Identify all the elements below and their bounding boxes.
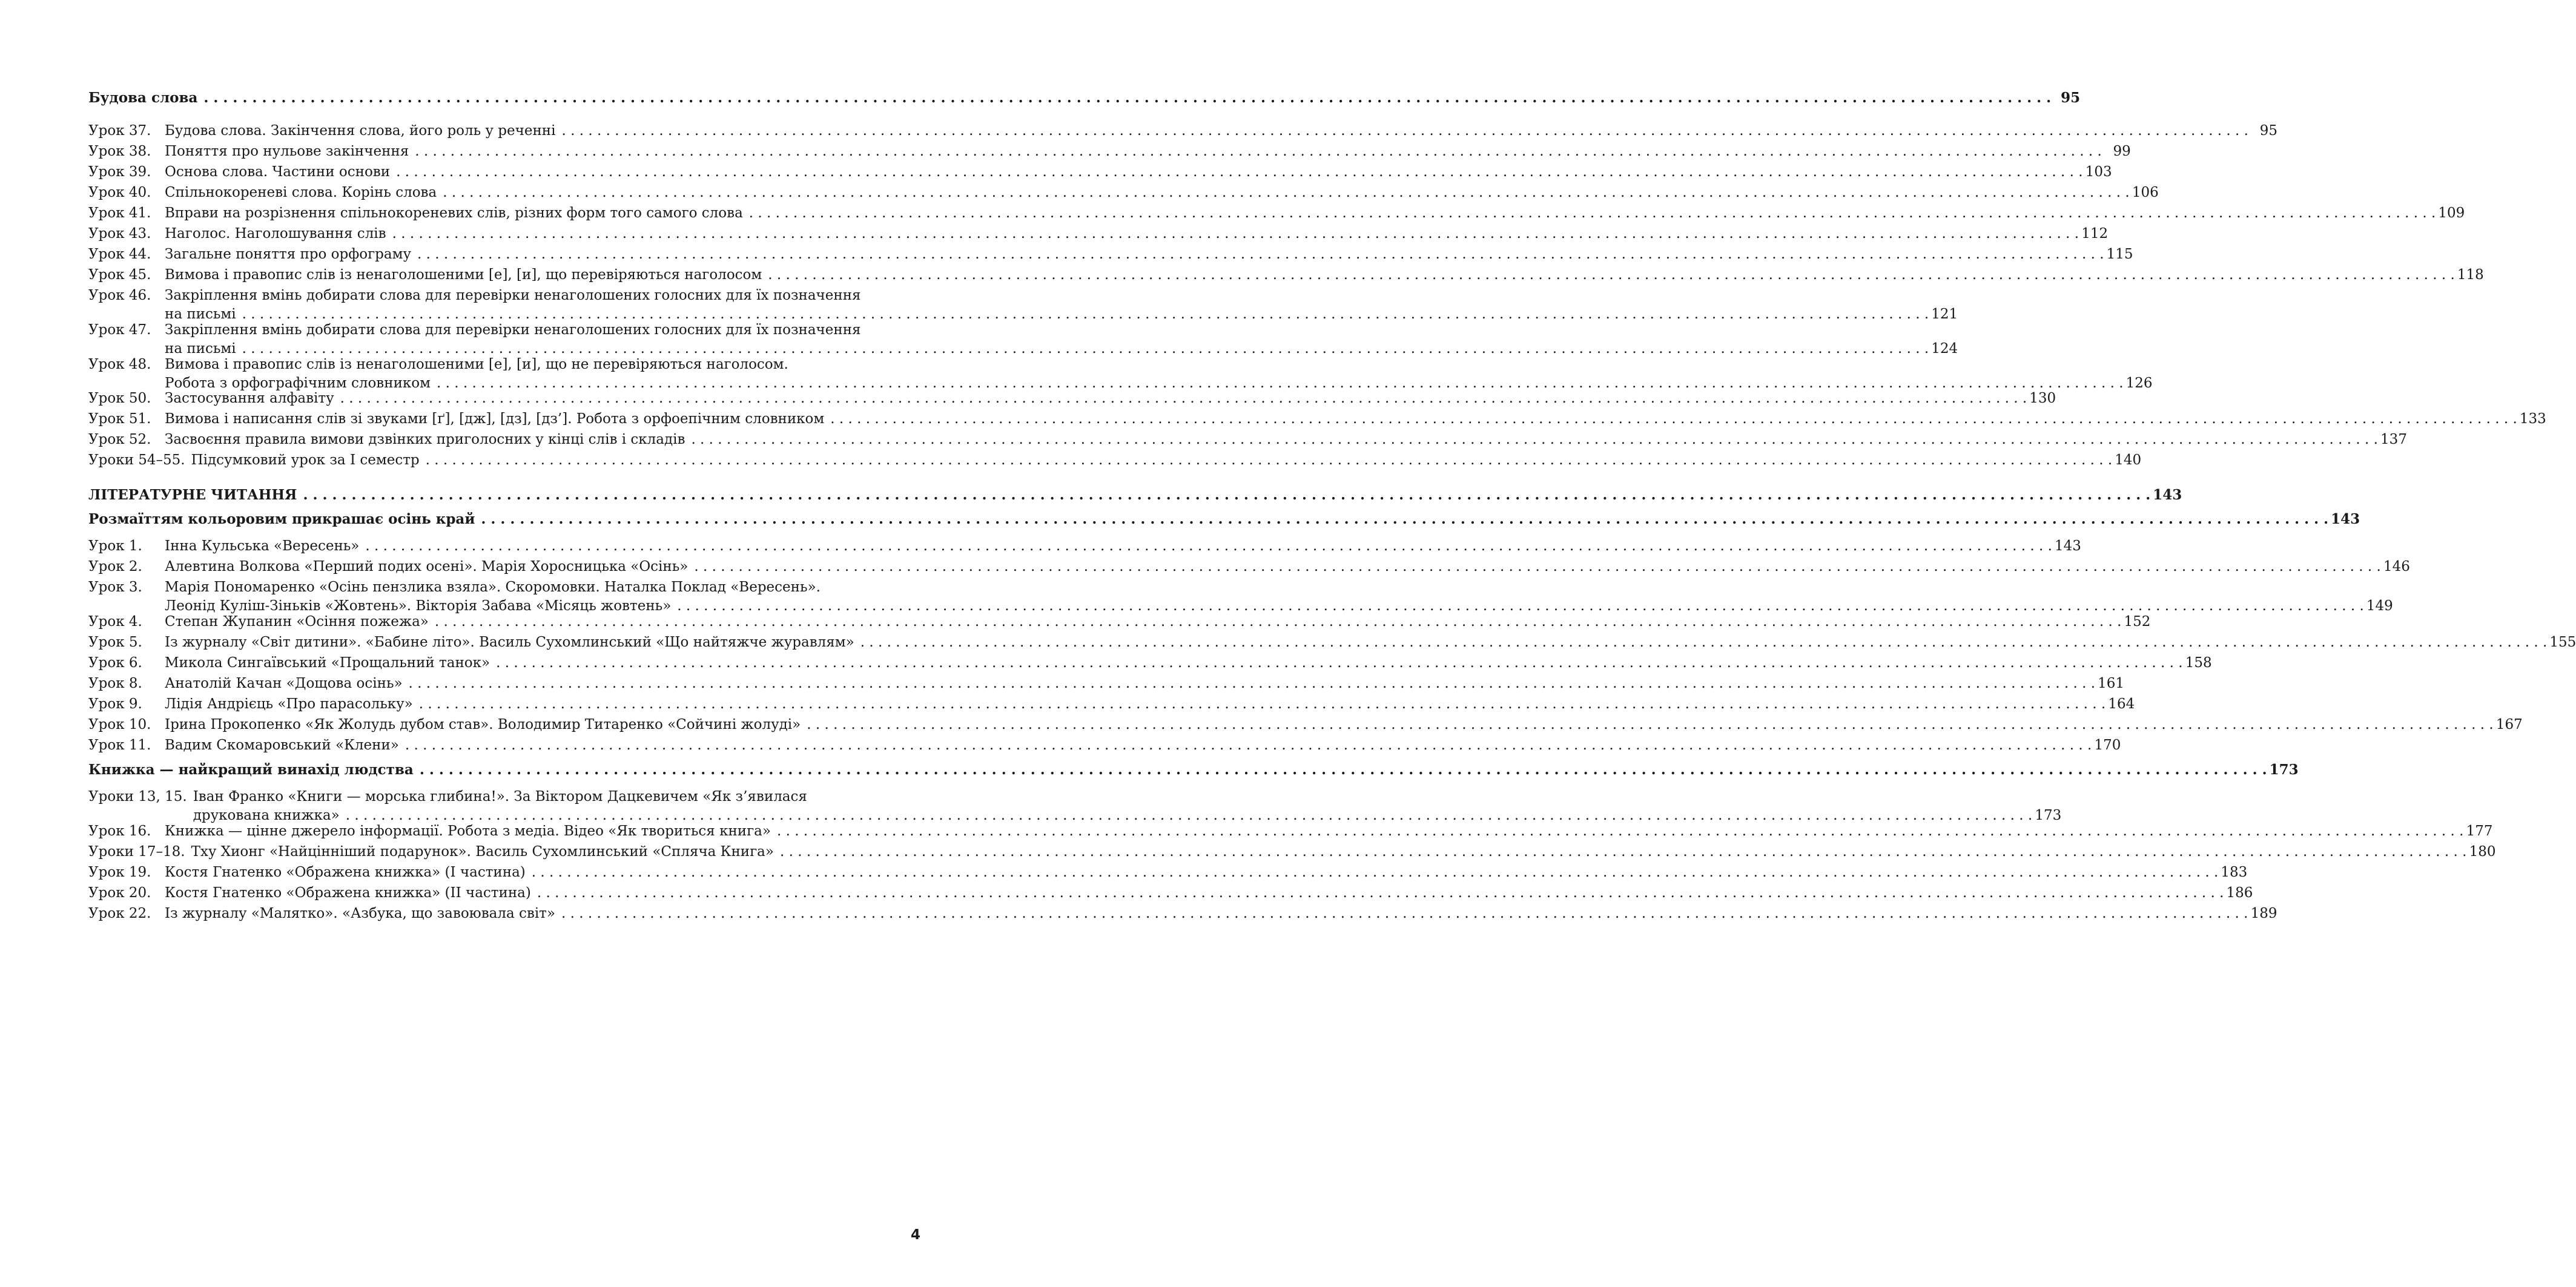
toc-line [165,163,2112,182]
page-ref: 173 [2269,762,2299,778]
toc-line [165,558,2410,576]
page-ref: 133 [2519,411,2546,427]
lesson-title: Загальне поняття про орфограму [165,246,412,262]
lesson-title: Тху Хионг «Найцінніший подарунок». Василь Сухомлинський «Спляча Книга» [191,844,774,860]
page-ref: 118 [2457,267,2484,283]
lesson-title: Спільнокореневі слова. Корінь слова [165,185,437,200]
toc-line [165,633,2576,652]
dot-leader [365,537,2052,556]
page-number: 4 [910,1227,920,1243]
lesson-number: Урок 16. [88,823,151,839]
toc-entry[interactable] [88,537,2081,556]
dot-leader [417,245,2104,264]
toc-line: Закріплення вмінь добирати слова для перевірки ненаголошених голосних для їх позначення [165,322,861,338]
toc-entry-body [165,163,2112,182]
page-ref: 189 [2250,906,2277,921]
page-ref: 112 [2081,226,2109,242]
page-ref: 130 [2029,390,2056,406]
section-title: Будова слова [88,90,198,106]
dot-leader [777,822,2464,841]
page-ref: 183 [2221,864,2248,880]
lesson-title: Робота з орфографічним словником [165,375,431,391]
lesson-title: Наголос. Наголошування слів [165,226,386,242]
toc-entry-body [165,355,2153,393]
dot-leader [807,716,2494,734]
page-ref: 155 [2549,634,2576,650]
lesson-number: Урок 2. [88,559,142,574]
page-ref: 115 [2106,246,2133,262]
toc-line [191,451,2142,470]
lesson-title: Вадим Скомаровський «Клени» [165,737,399,753]
page-ref: 152 [2124,614,2151,630]
dot-leader [340,389,2027,408]
dot-leader [303,486,2150,504]
toc-entry[interactable] [88,884,2253,903]
page-ref: 167 [2495,717,2523,732]
lesson-number: Уроки 17–18. [88,844,185,860]
dot-leader [691,430,2378,449]
lesson-title: Поняття про нульове закінчення [165,143,409,159]
lesson-title: на письмі [165,306,236,322]
toc-entry-body [165,578,2393,616]
lesson-number: Урок 8. [88,676,142,691]
toc-entry-body [165,286,1958,324]
page-ref: 186 [2226,885,2253,901]
toc-entry[interactable] [88,904,2277,923]
lesson-number: Урок 44. [88,246,151,262]
toc-entry-body [165,558,2410,576]
toc-entry[interactable] [88,654,2212,673]
toc-line [165,410,2546,429]
toc-entry[interactable] [88,633,2576,652]
page-ref: 170 [2094,737,2121,753]
toc-entry[interactable] [88,578,2393,616]
lesson-number: Урок 41. [88,205,151,221]
toc-entry-body [165,654,2212,673]
lesson-title: Степан Жупанин «Осіння пожежа» [165,614,429,630]
toc-section[interactable] [88,88,2081,107]
dot-leader [860,633,2548,652]
toc-entry[interactable] [88,558,2410,576]
toc-entry-body [165,266,2484,285]
toc-entry-body [165,410,2546,429]
toc-entry[interactable] [88,822,2493,841]
toc-entry-body [165,389,2056,408]
toc-entry-body [88,486,2182,504]
toc-entry[interactable] [88,695,2135,714]
page-ref: 140 [2115,452,2142,468]
lesson-title: Із журналу «Світ дитини». «Бабине літо». Василь Сухомлинський «Що найтяжче журавлям» [165,634,854,650]
toc-entry[interactable] [88,245,2133,264]
toc-entry[interactable] [88,716,2523,734]
toc-line [165,122,2277,140]
lesson-number: Урок 10. [88,717,151,732]
page-ref: 173 [2035,808,2062,823]
toc-line [165,183,2159,202]
page-ref: 177 [2466,823,2493,839]
toc-line [165,695,2135,714]
page-ref: 103 [2085,164,2112,180]
toc-entry[interactable] [88,163,2112,182]
lesson-title: Алевтина Волкова «Перший подих осені». Марія Хоросницька «Осінь» [165,559,689,574]
dot-leader [396,163,2083,182]
toc-entry-body [88,760,2299,779]
lesson-number: Урок 3. [88,579,142,595]
section-title: Книжка — найкращий винахід людства [88,762,414,778]
toc-entry[interactable] [88,788,2062,825]
toc-line: Іван Франко «Книги — морська глибина!». За Віктором Дацкевичем «Як з’явилася [193,789,807,805]
toc-entry-body [165,904,2277,923]
lesson-title: Леонід Куліш-Зіньків «Жовтень». Вікторія Забава «Місяць жовтень» [165,598,672,614]
lesson-number: Урок 48. [88,357,151,372]
toc-line: Марія Пономаренко «Осінь пензлика взяла». Скоромовки. Наталка Поклад «Вересень». [165,579,821,595]
page-ref: 121 [1931,306,1958,322]
dot-leader [830,410,2517,429]
lesson-number: Урок 11. [88,737,151,753]
lesson-title: Анатолій Качан «Дощова осінь» [165,676,403,691]
toc-entry[interactable] [88,410,2546,429]
toc-line [165,142,2131,161]
toc-line [165,266,2484,285]
dot-leader [203,88,2051,107]
toc-line [88,88,2080,107]
dot-leader [749,204,2436,223]
toc-entry[interactable] [88,204,2465,223]
lesson-title: Костя Гнатенко «Ображена книжка» (І частина) [165,864,526,880]
lesson-title: Костя Гнатенко «Ображена книжка» (ІІ частина) [165,885,531,901]
toc-entry[interactable] [88,266,2484,285]
toc-line [165,225,2108,243]
lesson-number: Урок 43. [88,226,151,242]
toc-entry-body [165,822,2492,841]
toc-entry[interactable] [88,225,2109,243]
dot-leader [780,843,2467,861]
lesson-number: Урок 6. [88,655,142,671]
lesson-number: Урок 4. [88,614,142,630]
page-ref: 126 [2125,375,2153,391]
toc-entry[interactable] [88,286,1958,324]
lesson-number: Урок 22. [88,906,151,921]
lesson-number: Урок 19. [88,864,151,880]
dot-leader [405,736,2092,755]
toc-line: Закріплення вмінь добирати слова для перевірки ненаголошених голосних для їх позначення [165,288,861,303]
page-ref: 95 [2259,123,2277,139]
page-ref: 143 [2331,511,2360,527]
page-ref: 143 [2054,538,2081,554]
lesson-number: Урок 5. [88,634,142,650]
toc-entry-body [191,451,2142,470]
dot-leader [496,654,2183,673]
page-ref: 164 [2108,696,2135,712]
lesson-title: Лідія Андрієць «Про парасольку» [165,696,413,712]
lesson-number: Урок 20. [88,885,151,901]
toc-entry-body [191,843,2496,861]
lesson-number: Урок 37. [88,123,151,139]
toc-entry-body [165,633,2576,652]
dot-leader [768,266,2455,285]
toc-entry-body [165,695,2135,714]
toc-entry[interactable] [88,430,2407,449]
toc-section[interactable] [88,486,2182,504]
lesson-title: Будова слова. Закінчення слова, його роль у реченні [165,123,556,139]
toc-line [165,736,2121,755]
toc-entry-body [165,245,2133,264]
toc-line [88,510,2360,528]
lesson-title: Микола Сингаївський «Прощальний танок» [165,655,490,671]
toc-entry-body [165,204,2465,223]
section-title: Розмаїттям кольоровим прикрашає осінь край [88,511,475,527]
page-ref: 146 [2383,559,2410,574]
toc-entry-body [165,863,2247,882]
page-ref: 109 [2438,205,2465,221]
lesson-number: Урок 1. [88,538,142,554]
dot-leader [435,613,2122,631]
toc-entry-body [88,88,2080,107]
toc-entry-body [165,884,2253,903]
toc-entry[interactable] [88,451,2142,470]
toc-line [165,430,2407,449]
toc-line [165,863,2247,882]
toc-line [165,654,2212,673]
toc-entry[interactable] [88,389,2056,408]
page-ref: 161 [2098,676,2125,691]
page-ref: 99 [2113,143,2131,159]
toc-line [165,389,2056,408]
toc-entry[interactable] [88,863,2248,882]
lesson-number: Уроки 54–55. [88,452,185,468]
page-ref: 137 [2380,432,2407,447]
toc-line [165,904,2277,923]
toc-entry-body [165,321,1958,358]
lesson-number: Урок 52. [88,432,151,447]
page-ref: 158 [2185,655,2212,671]
toc-entry-body [165,736,2121,755]
lesson-number: Урок 46. [88,288,151,303]
lesson-title: Із журналу «Малятко». «Азбука, що завоювала світ» [165,906,555,921]
toc-entry-body [88,510,2360,528]
toc-section[interactable] [88,760,2299,779]
page-ref: 95 [2061,90,2081,106]
toc-entry-body [165,674,2124,693]
toc-entry-body [165,716,2523,734]
lesson-number: Урок 39. [88,164,151,180]
lesson-title: Основа слова. Частини основи [165,164,391,180]
lesson-title: Вимова і написання слів зі звуками [ґ], [дж], [дз], [дз’]. Робота з орфоепічним словником [165,411,825,427]
page-ref: 143 [2153,487,2182,503]
toc-line [165,884,2253,903]
toc-entry[interactable] [88,613,2151,631]
lesson-number: Урок 38. [88,143,151,159]
toc-entry-body [165,183,2159,202]
dot-leader [392,225,2079,243]
lesson-title: Вправи на розрізнення спільнокореневих слів, різних форм того самого слова [165,205,743,221]
toc-entry[interactable] [88,843,2496,861]
toc-line [191,843,2496,861]
toc-line [88,486,2182,504]
lesson-title: на письмі [165,341,236,357]
section-title: ЛІТЕРАТУРНЕ ЧИТАННЯ [88,487,297,503]
dot-leader [561,904,2248,923]
toc-entry-body [193,788,2062,825]
toc-entry-body [165,613,2150,631]
lesson-title: Засвоєння правила вимови дзвінких приголосних у кінці слів і складів [165,432,685,447]
toc-line [165,613,2150,631]
dot-leader [537,884,2224,903]
toc-entry[interactable] [88,355,2153,393]
toc-line [165,204,2465,223]
page-ref: 149 [2366,598,2393,614]
dot-leader [481,510,2328,528]
dot-leader [426,451,2113,470]
toc-entry-body [165,142,2131,161]
dot-leader [532,863,2219,882]
lesson-title: Підсумковий урок за І семестр [191,452,420,468]
lesson-number: Урок 40. [88,185,151,200]
dot-leader [420,760,2267,779]
lesson-number: Урок 9. [88,696,142,712]
dot-leader [409,674,2096,693]
toc-entry[interactable] [88,183,2159,202]
lesson-title: Книжка — цінне джерело інформації. Робота з медіа. Відео «Як твориться книга» [165,823,771,839]
lesson-title: Інна Кульська «Вересень» [165,538,360,554]
dot-leader [561,122,2248,140]
lesson-number: Урок 47. [88,322,151,338]
lesson-title: Вимова і правопис слів із ненаголошеними [е], [и], що перевіряються наголосом [165,267,762,283]
lesson-number: Урок 45. [88,267,151,283]
toc-entry-body [165,537,2081,556]
toc-entry[interactable] [88,321,1958,358]
toc-line [165,674,2124,693]
page-ref: 124 [1931,341,1958,357]
page-ref: 106 [2132,185,2159,200]
dot-leader [443,183,2130,202]
page-ref: 180 [2469,844,2496,860]
toc-line [165,822,2492,841]
lesson-title: Ірина Прокопенко «Як Жолудь дубом став». Володимир Титаренко «Сойчині жолуді» [165,717,801,732]
toc-entry[interactable] [88,122,2277,140]
dot-leader [694,558,2381,576]
toc-line [165,716,2523,734]
toc-entry-body [165,122,2277,140]
toc-line [88,760,2299,779]
toc-entry[interactable] [88,674,2125,693]
dot-leader [419,695,2106,714]
toc-entry-body [165,430,2407,449]
toc-line [165,537,2081,556]
lesson-number: Уроки 13, 15. [88,789,187,805]
lesson-number: Урок 50. [88,390,151,406]
toc-section[interactable] [88,510,2360,528]
toc-entry[interactable] [88,142,2131,161]
lesson-title: Застосування алфавіту [165,390,334,406]
toc-entry-body [165,225,2108,243]
toc-line [165,245,2133,264]
toc-line: Вимова і правопис слів із ненаголошеними [е], [и], що не перевіряються наголосом. [165,357,788,372]
lesson-title: друкована книжка» [193,808,340,823]
lesson-number: Урок 51. [88,411,151,427]
toc-entry[interactable] [88,736,2121,755]
dot-leader [415,142,2102,161]
